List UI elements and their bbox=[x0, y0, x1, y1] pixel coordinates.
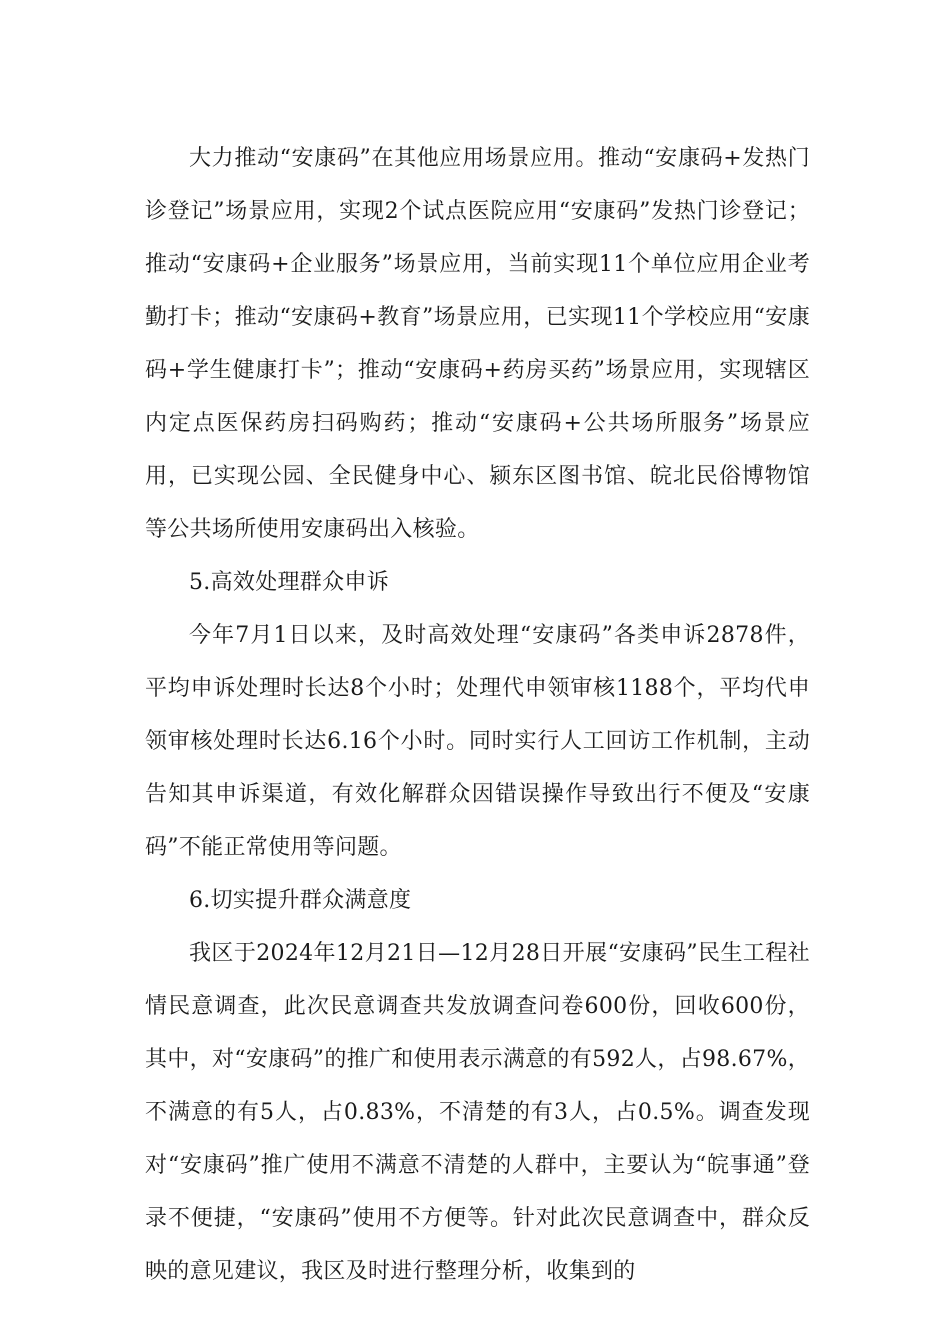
paragraph-satisfaction-survey: 我区于2024年12月21日—12月28日开展“安康码”民生工程社情民意调查，此次民意调查共发放调查问卷600份，回收600份，其中，对“安康码”的推广和使用表示满意的有592人，占98.67%，不满意的有5人，占0.83%，不清楚的有3人，占0.5%。调查发现对“安康码”推广使用不满意不清楚的人群中，主要认为“皖事通”登录不便捷，“安康码”使用不方便等。针对此次民意调查中，群众反映的意见建议，我区及时进行整理分析，收集到的 bbox=[145, 941, 810, 1284]
paragraph-application-scenarios: 大力推动“安康码”在其他应用场景应用。推动“安康码+发热门诊登记”场景应用，实现2个试点医院应用“安康码”发热门诊登记；推动“安康码+企业服务”场景应用，当前实现11个单位应用企业考勤打卡；推动“安康码+教育”场景应用，已实现11个学校应用“安康码+学生健康打卡”；推动“安康码+药房买药”场景应用，实现辖区内定点医保药房扫码购药；推动“安康码+公共场所服务”场景应用，已实现公园、全民健身中心、颍东区图书馆、皖北民俗博物馆等公共场所使用安康码出入核验。 bbox=[145, 146, 810, 542]
section-heading-6: 6.切实提升群众满意度 bbox=[189, 888, 412, 913]
document-body bbox=[145, 132, 810, 1298]
paragraph-complaints: 今年7月1日以来，及时高效处理“安康码”各类申诉2878件，平均申诉处理时长达8个小时；处理代申领审核1188个，平均代申领审核处理时长达6.16个小时。同时实行人工回访工作机制，主动告知其申诉渠道，有效化解群众因错误操作导致出行不便及“安康码”不能正常使用等问题。 bbox=[145, 623, 810, 860]
section-heading-5: 5.高效处理群众申诉 bbox=[189, 570, 389, 595]
